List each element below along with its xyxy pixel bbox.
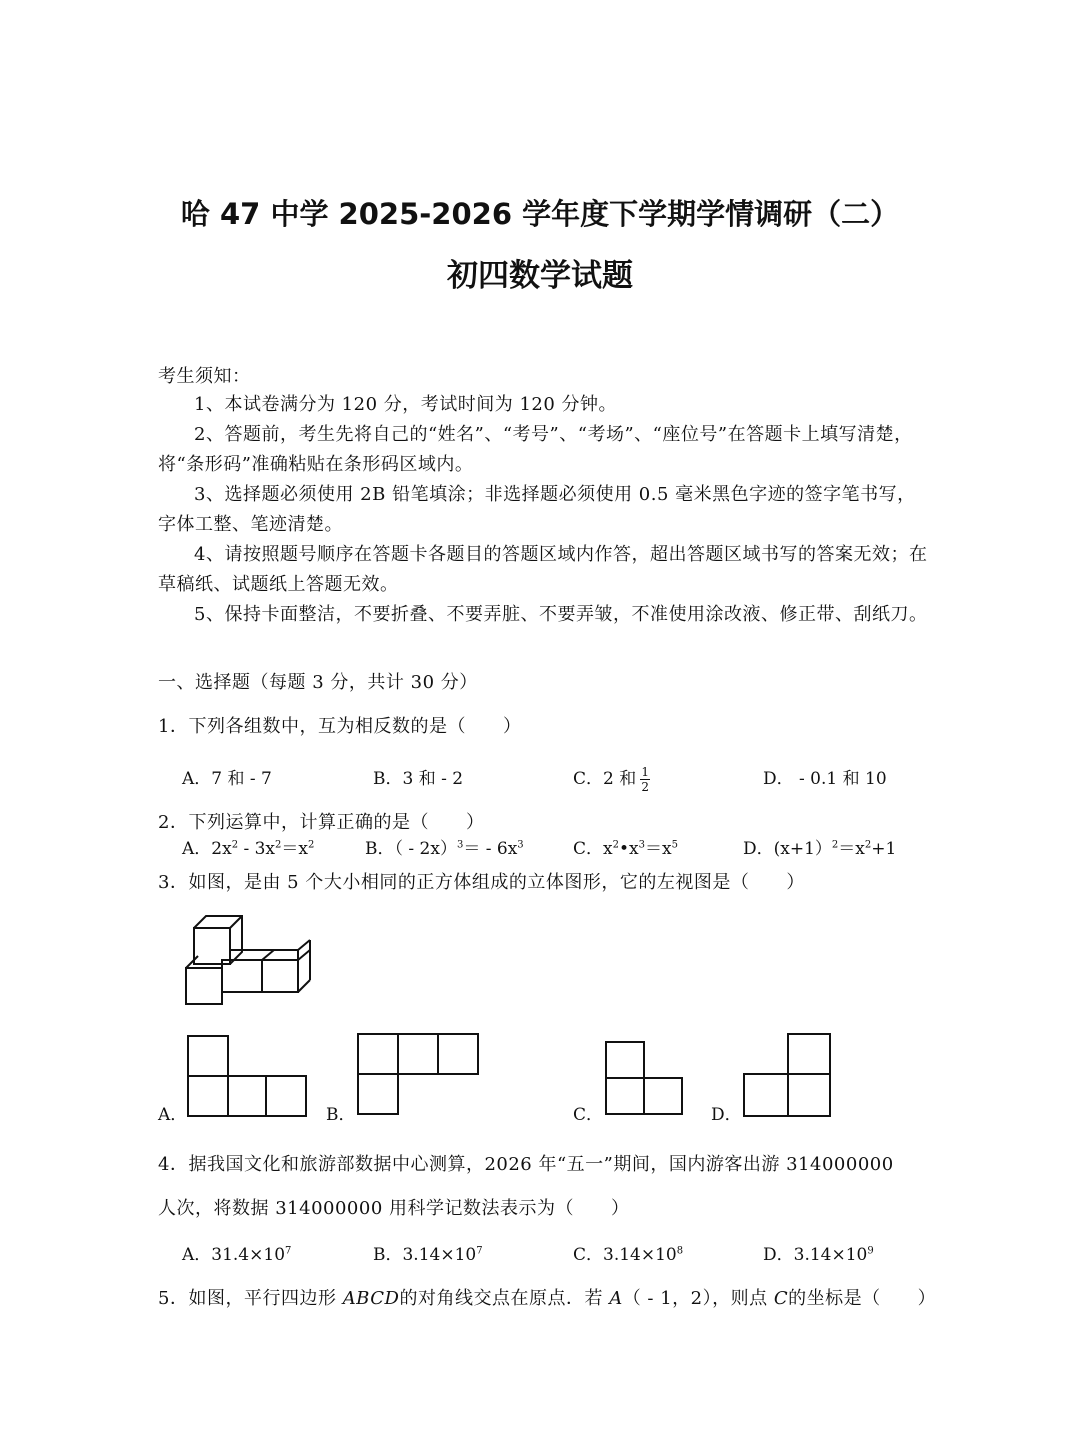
question-4-option-d [763,1240,874,1265]
question-1-option-a: A．7 和 - 7 [182,769,272,789]
q2c-part1: C．x [573,839,613,859]
option-a-view-figure [186,1034,310,1120]
q2d-part2: ＝x [838,839,865,859]
q5-point-a: A [609,1288,623,1309]
question-1-option-c [573,764,650,793]
q4a-exp: 7 [285,1245,292,1257]
q2a-exp1: 2 [231,839,239,851]
fraction [640,766,650,793]
notice-item-2: 2、答题前，考生先将自己的“姓名”、“考号”、“考场”、“座位号”在答题卡上填写清楚，将“条形码”准确粘贴在条形码区域内。 [158,424,913,475]
option-b-view-figure [356,1032,484,1118]
q2c-exp2: 3 [638,839,645,851]
q2c-part2: •x [618,839,639,859]
question-3-option-b-label: B． [326,1105,356,1125]
q2a-exp3: 2 [308,839,315,851]
question-3-option-c-label: C． [573,1105,604,1125]
q4c-base: C．3.14×10 [573,1245,677,1265]
fraction-denominator: 2 [641,780,650,794]
q2c-part3: ＝x [644,839,672,859]
exam-title: 哈 47 中学 2025-2026 学年度下学期学情调研（二） [180,197,900,231]
q5-part1: 5．如图，平行四边形 [158,1288,343,1309]
q5-part3: （ - 1，2），则点 [622,1288,774,1309]
question-1-option-c-prefix: C．2 和 [573,769,637,789]
q2a-exp2: 2 [275,839,282,851]
question-3-stem: 3．如图，是由 5 个大小相同的正方体组成的立体图形，它的左视图是（ ） [158,872,805,893]
question-1-stem: 1．下列各组数中，互为相反数的是（ ） [158,716,522,737]
question-1-option-b: B．3 和 - 2 [373,769,464,789]
q4c-exp: 8 [676,1245,684,1257]
q2b-exp2: 3 [517,839,524,851]
question-4-stem-line2: 人次，将数据 314000000 用科学记数法表示为（ ） [158,1198,630,1219]
q2a-part1: A．2x [182,839,232,859]
fraction-numerator: 1 [641,765,650,779]
q5-part2: 的对角线交点在原点．若 [399,1288,610,1309]
question-3-option-a-label: A． [158,1105,188,1125]
question-3-option-d-label: D． [711,1105,742,1125]
q2a-part3: ＝x [281,839,308,859]
question-4-option-c [573,1240,683,1265]
question-4-option-a [182,1240,291,1265]
notice-item-3: 3、选择题必须使用 2B 铅笔填涂；非选择题必须使用 0.5 毫米黑色字迹的签字笔书写，字体工整、笔迹清楚。 [158,484,916,535]
notice-item-5: 5、保持卡面整洁，不要折叠、不要弄脏、不要弄皱，不准使用涂改液、修正带、刮纸刀。 [194,604,928,625]
question-2-stem: 2．下列运算中，计算正确的是（ ） [158,812,485,833]
q2c-exp1: 2 [612,839,619,851]
question-2-option-a [182,834,314,859]
notice-item-4: 4、请按照题号顺序在答题卡各题目的答题区域内作答，超出答题区域书写的答案无效；在草稿纸、试题纸上答题无效。 [158,544,928,595]
option-c-view-figure [604,1040,688,1120]
q5-part4: 的坐标是（ ） [788,1288,937,1309]
q2b-part1: B．（ - 2x） [365,839,457,859]
q4a-base: A．31.4×10 [182,1245,286,1265]
question-2-option-b [365,834,524,859]
question-1-option-d: D． - 0.1 和 10 [763,769,887,789]
q5-point-c: C [773,1288,789,1309]
q4b-base: B．3.14×10 [373,1245,477,1265]
q2b-part2: ＝ - 6x [463,839,518,859]
q2d-part1: D．(x+1） [743,839,832,859]
question-4-stem-line1: 4．据我国文化和旅游部数据中心测算，2026 年“五一”期间，国内游客出游 314000000 [158,1154,894,1175]
question-2-option-c [573,834,678,859]
q4d-base: D．3.14×10 [763,1245,868,1265]
q4d-exp: 9 [867,1245,874,1257]
q2d-part3: +1 [871,839,897,859]
cube-solid-figure [180,910,320,1010]
q5-abcd: ABCD [342,1288,400,1309]
q2d-exp2: 2 [864,839,872,851]
question-5-stem [158,1284,936,1310]
section-heading: 一、选择题（每题 3 分，共计 30 分） [158,672,478,693]
q2a-part2: - 3x [238,839,276,859]
option-d-view-figure [742,1032,834,1120]
q2b-exp1: 3 [456,839,464,851]
notice-item-1: 1、本试卷满分为 120 分，考试时间为 120 分钟。 [194,394,618,415]
question-4-option-b [373,1240,483,1265]
question-2-option-d [743,834,896,859]
q4b-exp: 7 [476,1245,483,1257]
q2c-exp3: 5 [671,839,678,851]
notice-heading: 考生须知： [158,366,251,387]
exam-subtitle: 初四数学试题 [447,258,633,294]
q2d-exp1: 2 [831,839,839,851]
